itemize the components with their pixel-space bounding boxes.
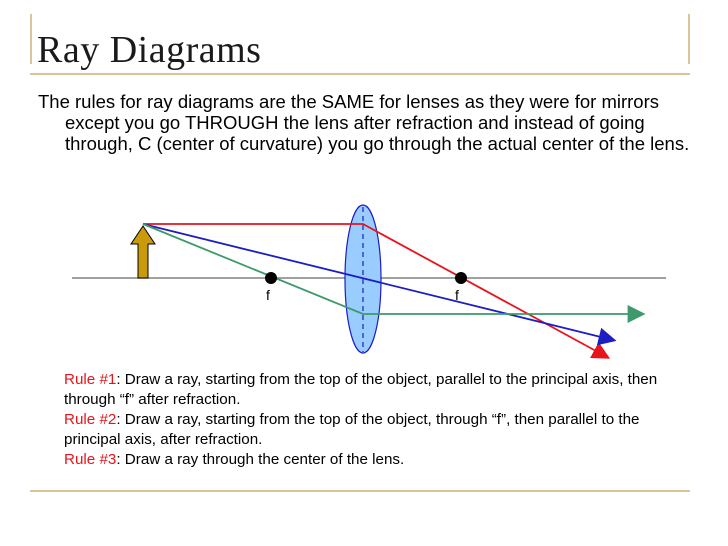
rule-2 xyxy=(64,410,684,450)
rule-1-label: Rule #1 xyxy=(64,371,117,388)
focal-point-right xyxy=(455,272,467,284)
focal-label-right: f xyxy=(455,287,459,303)
rule-2-text: : Draw a ray, starting from the top of the object, through “f”, then parallel to the principal axis, after refraction. xyxy=(64,411,640,448)
intro-text: The rules for ray diagrams are the SAME for lenses as they were for mirrors except you go THROUGH the lens after refraction and instead of going through, C (center of curvature) you go through the actual center of the lens. xyxy=(38,91,690,154)
ray-2-green xyxy=(143,224,642,314)
slide-title: Ray Diagrams xyxy=(37,29,262,71)
object-arrow xyxy=(131,226,155,278)
rule-1 xyxy=(64,370,684,410)
rule-2-label: Rule #2 xyxy=(64,411,117,428)
rule-1-text: : Draw a ray, starting from the top of the object, parallel to the principal axis, then through “f” after refraction. xyxy=(64,371,658,408)
focal-point-left xyxy=(265,272,277,284)
rules-list xyxy=(64,370,684,470)
focal-label-left: f xyxy=(266,287,270,303)
rule-3-text: : Draw a ray through the center of the lens. xyxy=(116,451,405,468)
rule-3 xyxy=(64,450,684,470)
rule-3-label: Rule #3 xyxy=(64,451,117,468)
